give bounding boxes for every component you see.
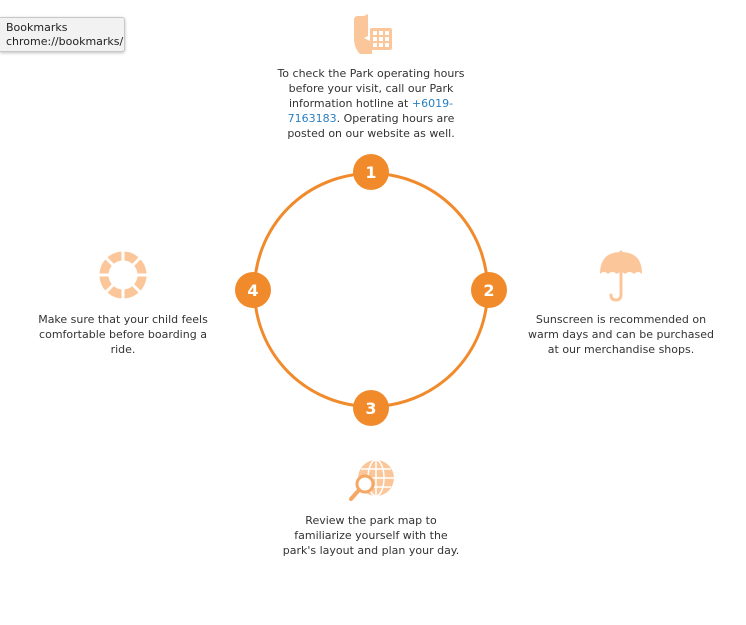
step-1-description: To check the Park operating hours before your visit, call our Park information hotline at +6019-7163183. Operating hours are posted on our website as well. [277, 67, 465, 140]
hotline-phone-link[interactable]: +6019-7163183 [287, 97, 454, 125]
step-4-description: Make sure that your child feels comfortable before boarding a ride. [38, 313, 208, 356]
step-3-badge: 3 [353, 390, 389, 426]
lifebuoy-icon [99, 251, 147, 299]
tooltip-title: Bookmarks [6, 21, 68, 34]
bookmark-tooltip [0, 17, 125, 52]
map-magnifier-icon [348, 458, 396, 502]
umbrella-icon [598, 250, 644, 302]
step-2-description: Sunscreen is recommended on warm days and can be purchased at our merchandise shops. [528, 313, 714, 356]
step-1-badge: 1 [353, 154, 389, 190]
calendar-hand-icon [352, 12, 394, 56]
steps-ring [253, 172, 489, 408]
tooltip-url: chrome://bookmarks/ [6, 35, 124, 48]
step-4-badge: 4 [235, 272, 271, 308]
step-3-description: Review the park map to familiarize yourself with the park's layout and plan your day. [282, 514, 460, 557]
step-2-badge: 2 [471, 272, 507, 308]
